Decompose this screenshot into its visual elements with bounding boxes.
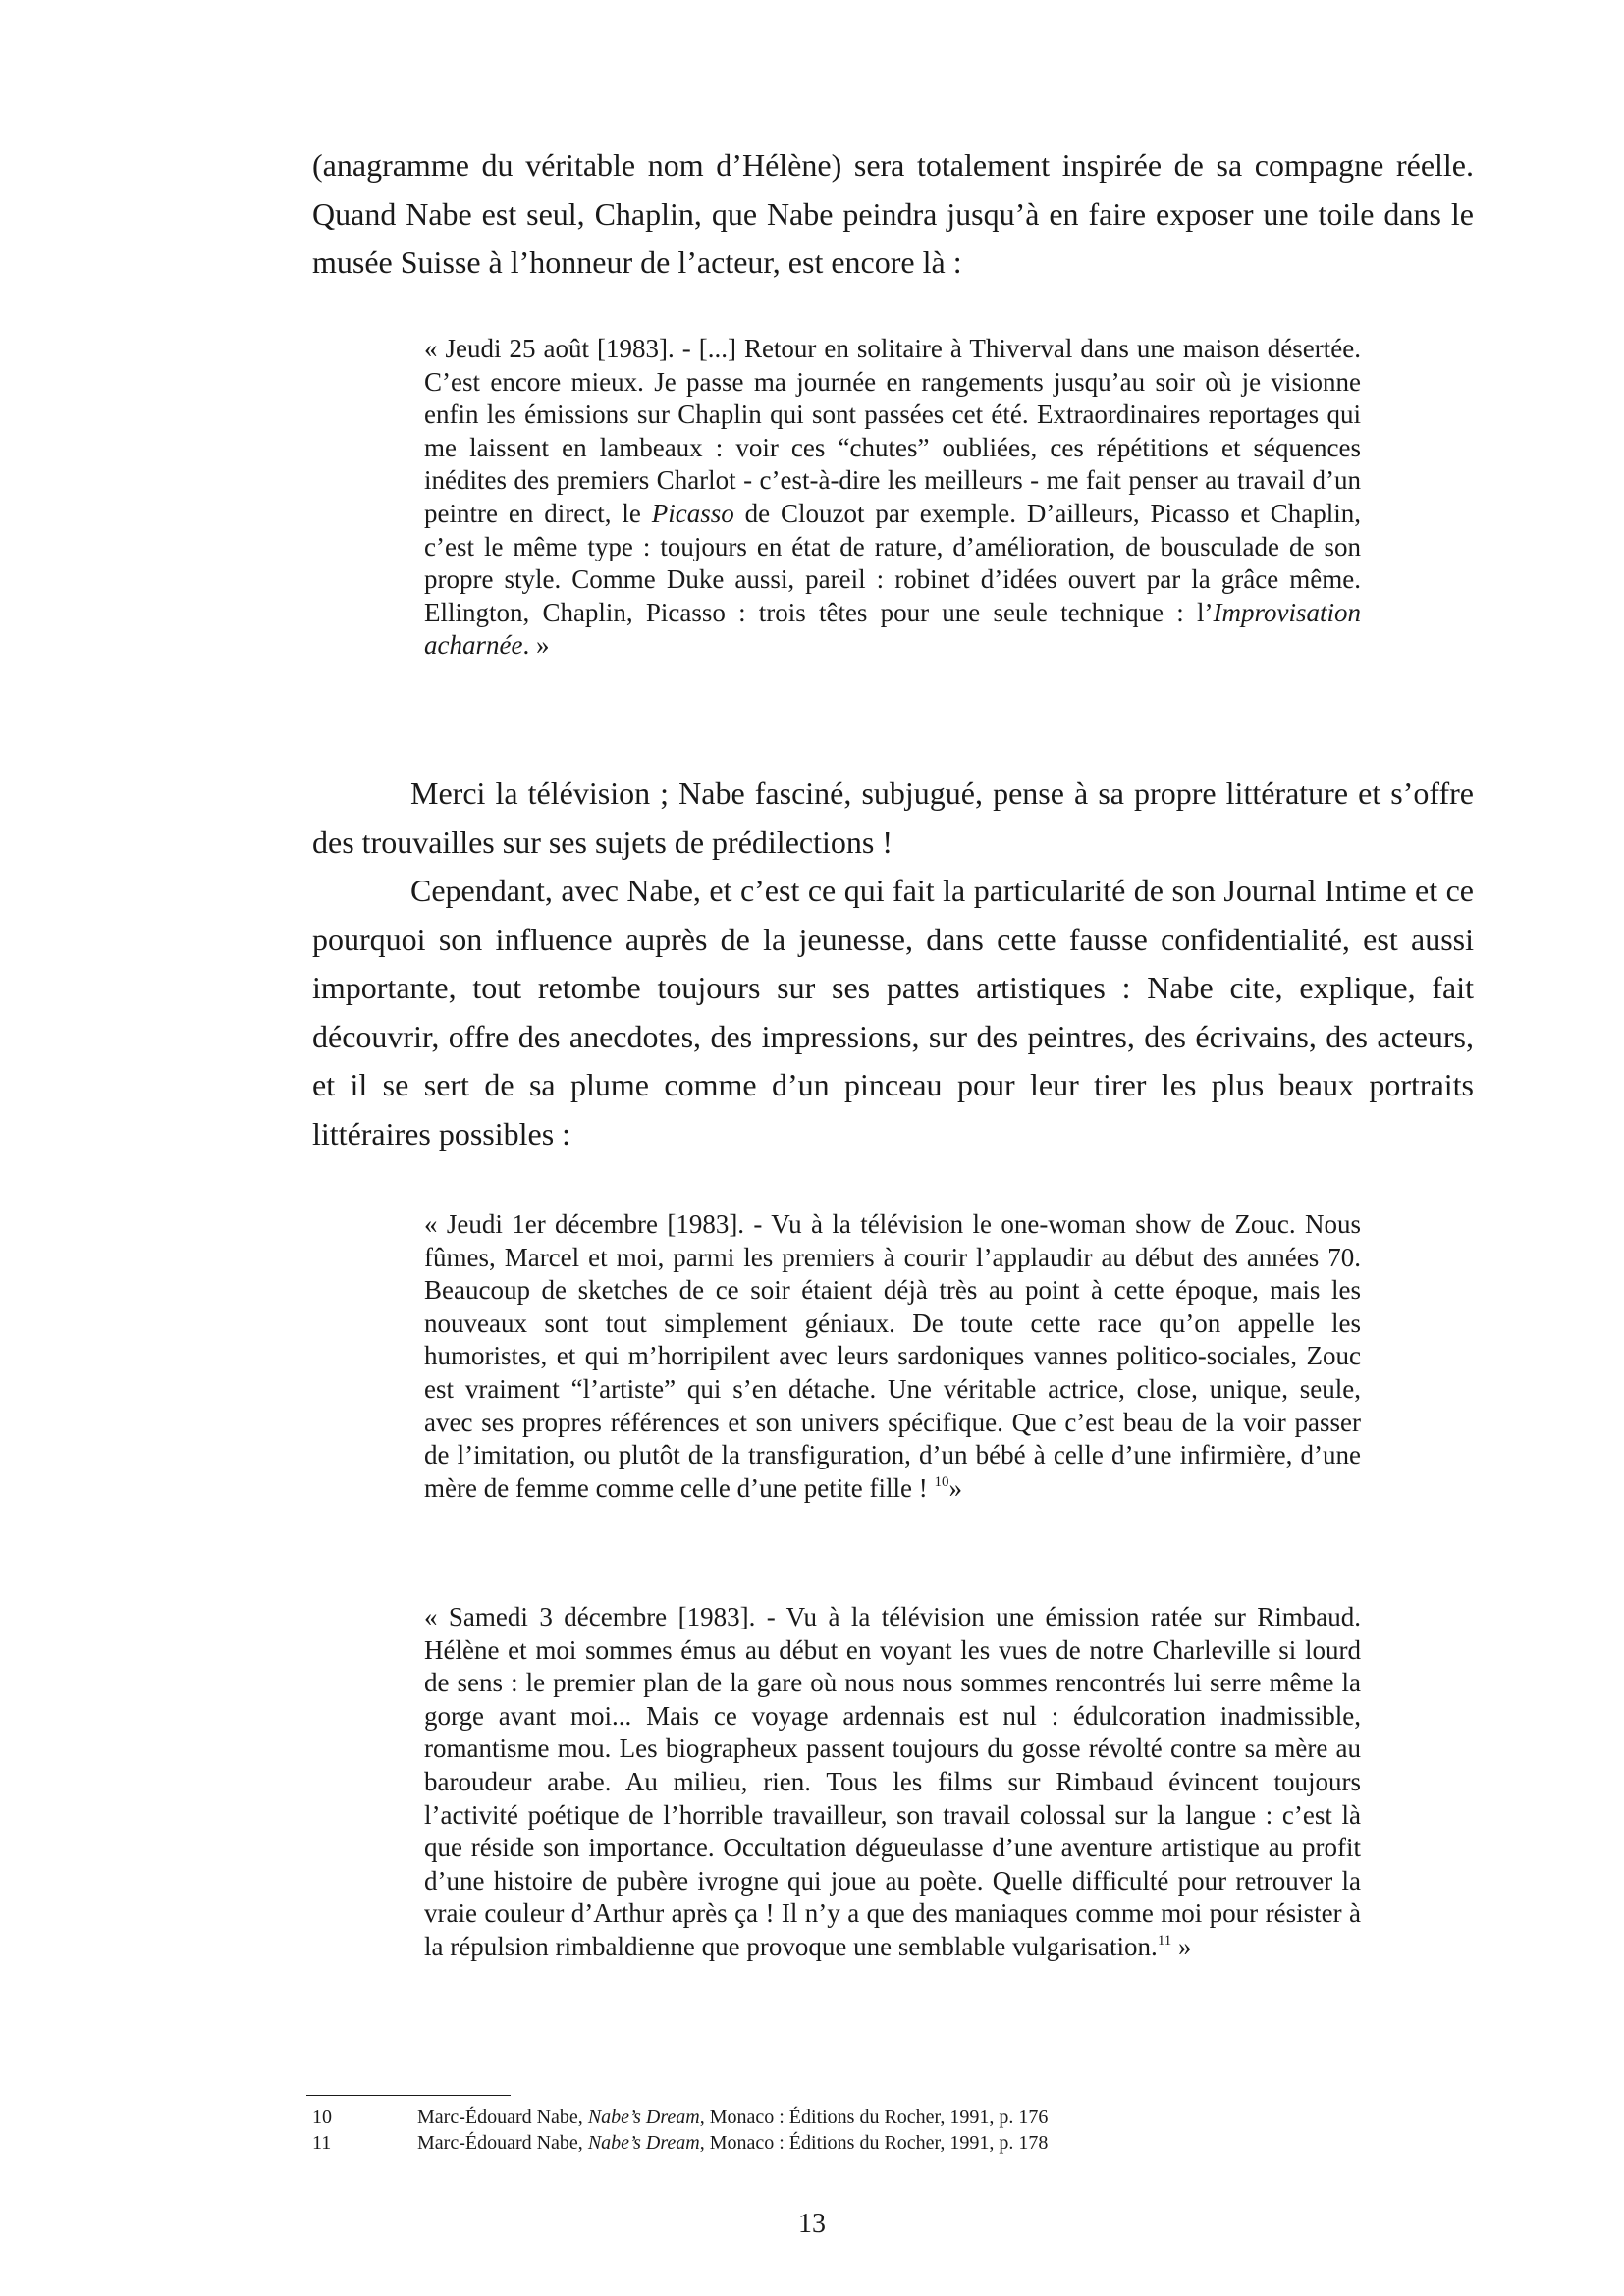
footnote-author: Marc-Édouard Nabe, [417,2132,588,2154]
block-quote-zouc [424,1208,1361,1505]
page-number: 13 [798,2209,826,2239]
footnote-number: 11 [312,2132,332,2154]
quote-text: « Jeudi 1er décembre [1983]. - Vu à la télévision le one-woman show de Zouc. Nous fûmes, Marcel et moi, parmi les premiers à courir l’applaudir au début des années 70. Beaucoup de sketches de ce soir étaient déjà très au point à cette époque, mais les nouveaux sont tout simplement géniaux. De toute cette race qu’on appelle les humoristes, et qui m’horripilent avec leurs sardoniques vannes politico-sociales, Zouc est vraiment “l’artiste” qui s’en détache. Une véritable actrice, close, unique, seule, avec ses propres références et son univers spécifique. Que c’est beau de la voir passer de l’imitation, ou plutôt de la transfiguration, d’un bébé à celle d’une infirmière, d’une mère de femme comme celle d’une petite fille ! [424,1209,1361,1503]
footnote-details: , Monaco : Éditions du Rocher, 1991, p. 176 [699,2107,1049,2128]
paragraph-intro: (anagramme du véritable nom d’Hélène) sera totalement inspirée de sa compagne réelle. Quand Nabe est seul, Chaplin, que Nabe peindra jusqu’à en faire exposer une toile dans le musée Suisse à l’honneur de l’acteur, est encore là : [312,147,1474,280]
footnote-title: Nabe’s Dream [587,2132,700,2154]
quote-italic-picasso: Picasso [651,498,734,528]
quote-text: » [948,1472,962,1503]
footnote-10 [312,2106,1294,2129]
footnote-divider [306,2095,511,2096]
quote-text: « Jeudi 25 août [1983]. - [...] Retour en solitaire à Thiverval dans une maison désertée. C’est encore mieux. Je passe ma journée en rangements jusqu’au soir où je visionne enfin les émissions sur Chaplin qui sont passées cet été. Extraordinaires reportages qui me laissent en lambeaux : voir ces “chutes” oubliées, ces répétitions et séquences inédites des premiers Charlot - c’est-à-dire les meilleurs - me fait penser au travail d’un peintre en direct, le [424,334,1361,528]
paragraph-journal: Cependant, avec Nabe, et c’est ce qui fait la particularité de son Journal Intime et ce pourquoi son influence auprès de la jeunesse, dans cette fausse confidentialité, est aussi importante, tout retombe toujours sur ses pattes artistiques : Nabe cite, explique, fait découvrir, offre des anecdotes, des impressions, sur des peintres, des écrivains, des acteurs, et il se sert de sa plume comme d’un pinceau pour leur tirer les plus beaux portraits littéraires possibles : [312,873,1474,1151]
paragraph-television: Merci la télévision ; Nabe fasciné, subjugué, pense à sa propre littérature et s’offre des trouvailles sur ses sujets de prédilections ! [312,775,1474,860]
block-quote-rimbaud [424,1601,1361,1964]
quote-text: . » [522,630,550,661]
footnote-11 [312,2131,1294,2155]
quote-text: « Samedi 3 décembre [1983]. - Vu à la télévision une émission ratée sur Rimbaud. Hélène et moi sommes émus au début en voyant les vues de notre Charleville si lourd de sens : le premier plan de la gare où nous nous sommes rencontrés lui serre même la gorge avant moi... Mais ce voyage ardennais est nul : édulcoration inadmissible, romantisme mou. Les biographeux passent toujours du gosse révolté contre sa mère au baroudeur arabe. Au milieu, rien. Tous les films sur Rimbaud évincent toujours l’activité poétique de l’horrible travailleur, son travail colossal sur la langue : c’est là que réside son importance. Occultation dégueulasse d’une aventure artistique au profit d’une histoire de pubère ivrogne qui joue au poète. Quelle difficulté pour retrouver la vraie couleur d’Arthur après ça ! Il n’y a que des maniaques comme moi pour résister à la répulsion rimbaldienne que provoque une semblable vulgarisation. [424,1602,1361,1961]
quote-italic-improvisation: Improvisation acharnée [424,597,1361,661]
quote-text: » [1171,1931,1192,1961]
footnote-title: Nabe’s Dream [587,2107,700,2128]
footnote-details: , Monaco : Éditions du Rocher, 1991, p. 178 [699,2132,1049,2154]
footnote-ref-11[interactable]: 11 [1157,1932,1172,1949]
footnote-number: 10 [312,2107,332,2128]
footnote-author: Marc-Édouard Nabe, [417,2107,588,2128]
block-quote-chaplin [424,333,1361,663]
quote-text: de Clouzot par exemple. D’ailleurs, Picasso et Chaplin, c’est le même type : toujours en état de rature, d’amélioration, de bousculade de son propre style. Comme Duke aussi, pareil : robinet d’idées ouvert par la grâce même. Ellington, Chaplin, Picasso : trois têtes pour une seule technique : l’ [424,498,1361,627]
footnote-ref-10[interactable]: 10 [934,1473,949,1490]
